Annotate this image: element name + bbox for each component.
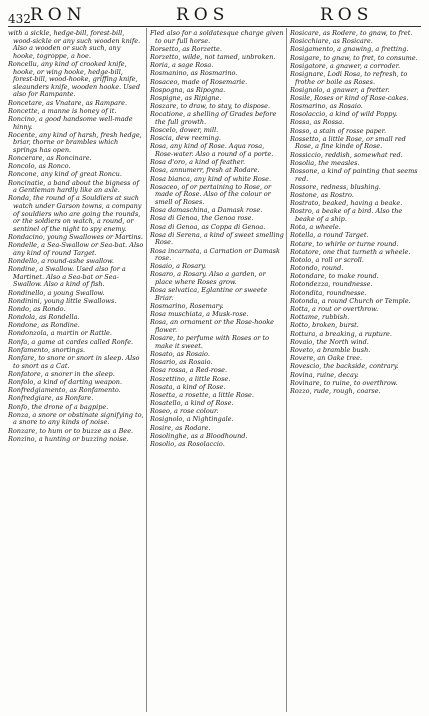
dictionary-entry: Rondone, as Rondine. [8, 321, 80, 330]
dictionary-entry: Rotondita, roundnesse. [290, 288, 367, 297]
dictionary-entry: Rotolo, a roll or scroll. [290, 255, 364, 264]
dictionary-entry: Rosa rossa, a Red-rose. [150, 366, 228, 375]
dictionary-entry: Roszettino, a little Rose. [150, 374, 231, 383]
dictionary-entry: Rosario, as Rosaio. [150, 358, 213, 367]
dictionary-entry: Rottame, rubbish. [290, 313, 350, 322]
dictionary-entry: Rondinello, a young Swallow. [8, 288, 105, 297]
dictionary-entry: Rosa di Genoa, as Coppa di Genoa. [150, 222, 266, 231]
dictionary-entry: Rosato, as Rosaio. [150, 349, 210, 358]
dictionary-entry: Rovaio, the North wind. [290, 337, 369, 346]
dictionary-entry: Roncone, any kind of great Roncu. [8, 170, 122, 179]
dictionary-entry: Rotto, broken, burst. [290, 321, 359, 330]
dictionary-entry: Rondola, as Rondella. [8, 313, 80, 322]
dictionary-entry: Roria, a sage Rosa. [150, 61, 214, 70]
dictionary-entry: Rosicchiare, as Rosicare. [290, 37, 373, 46]
running-header [8, 4, 421, 26]
dictionary-entry: Rosolaccio, a kind of wild Poppy. [290, 110, 398, 119]
dictionary-entry: Roncetare, as Vnatare, as Rampare. [8, 98, 128, 107]
header-rule [8, 26, 421, 27]
page-number: 432 [8, 12, 31, 26]
dictionary-entry: Roncolo, as Ronco. [8, 162, 71, 171]
dictionary-entry: Roncino, a good handsome well-made hinny. [8, 114, 133, 131]
dictionary-entry: Rosaro, a Rosary. Also a garden, or place where Roses grow. [150, 270, 266, 287]
dictionary-entry: Rocatione, a shelling of Grades before the full growth. [150, 110, 277, 126]
dictionary-entry: Rosire, as Rodare. [150, 423, 211, 432]
column-divider [286, 28, 287, 712]
dictionary-entry: Rosa muschiata, a Musk-rose. [150, 310, 249, 319]
dictionary-entry: Rossa, as Rossa. [290, 118, 345, 127]
dictionary-entry: with a sickle, hedge-bill, forest-bill, wood-sickle or any such wooden knife. Also a wooden or such such, any hooke, togroppe, a hoe. [8, 30, 141, 60]
dictionary-entry: Ronfa, a game at cardes called Ronfe. [8, 337, 134, 346]
dictionary-entry: Rospogna, as Ripogna. [150, 85, 226, 94]
dictionary-entry: Ronza, a snore or obstinate signifying to, a snore to any kinds of noise. [8, 410, 144, 427]
dictionary-entry: Rosa incarnata, a Carnation or Damask rose. [150, 246, 280, 263]
dictionary-entry: Rovina, ruine, decay. [290, 370, 359, 379]
dictionary-entry: Rosa di Genoa, the Genoa rose. [150, 214, 254, 223]
header-title-center: ROS [176, 5, 230, 25]
dictionary-entry: Roveto, a bramble bush. [290, 345, 371, 354]
dictionary-entry: Rosile, Roses or kind of Rose-cakes. [290, 93, 409, 102]
dictionary-entry: Ronzino, a hunting or buzzing noise. [8, 434, 129, 443]
dictionary-entry: Rosa, any kind of Rose. Aqua rosa, Rose-water. Also a round of a porte. [150, 142, 274, 159]
dictionary-entry: Rosignare, Lodi Rosa, to refresh, to frothe or boile as Roses. [290, 69, 408, 86]
dictionary-entry: Rocente, any kind of harsh, fresh hedge, briar, thorne or brambles which springs has open. [8, 130, 142, 154]
dictionary-entry: Rossone, a kind of painting that seems red. [290, 167, 418, 183]
dictionary-entry: Rosolinghe, as a Bloodhound. [150, 431, 248, 440]
column-middle [150, 30, 284, 712]
dictionary-entry: Rovinare, to ruine, to overthrow. [290, 378, 398, 387]
dictionary-entry: Rosa d'oro, a kind of feather. [150, 158, 246, 167]
dictionary-entry: Rostrato, beaked, having a beake. [290, 199, 403, 208]
dictionary-entry: Rondo, as Rondo. [8, 304, 66, 313]
dictionary-entry: Rota, a wheele. [290, 223, 341, 232]
dictionary-entry: Rotondare, to make round. [290, 272, 379, 281]
dictionary-entry: Roszare, to draw, to stay, to dispose. [150, 102, 271, 111]
dictionary-entry: Roncellu, any kind of crooked knife, hooke, or wing hooke, hedge-bill, forest-bill, wood-hooke, griffing knife, sleaunders knife, wooden hooke. Used also for Rampante. [8, 59, 141, 99]
dictionary-entry: Rostro, a beake of a bird. Also the beake of a ship. [290, 207, 403, 223]
dictionary-entry: Rosa, annumerr, fresh at Rodare. [150, 166, 260, 175]
dictionary-entry: Rossore, redness, blushing. [290, 182, 381, 191]
dictionary-entry: Roncinatie, a band about the bigness of a Gentleman hardly like an axle. [8, 178, 139, 195]
dictionary-entry: Rosso, a stain of rosse paper. [290, 126, 387, 135]
dictionary-entry: Rosmanino, as Rosmarino. [150, 69, 238, 78]
dictionary-entry: Rosigare, to gnaw, to fret, to consume. [290, 53, 418, 62]
dictionary-entry: Rosa bianca, any kind of white Rose. [150, 174, 272, 183]
dictionary-entry: Rozzo, rude, rough, coarse. [290, 386, 381, 395]
dictionary-entry: Roncette, a manne is honey of it. [8, 106, 117, 115]
dictionary-entry: Rosicare, as Rodere, to gnaw, to fret. [290, 30, 413, 37]
dictionary-entry: Fled also for a soldatesque charge given to our full horse. [150, 30, 284, 45]
dictionary-entry: Roscelo, dower, mill. [150, 126, 219, 135]
dictionary-entry: Rossetto, a little Rose, or small red Rose, a fine kinde of Rose. [290, 134, 406, 151]
dictionary-entry: Rosa, an ornament or the Rose-hooke flower. [150, 318, 275, 334]
dictionary-entry: Rosaio, a Rosary. [150, 262, 207, 271]
dictionary-entry: Ronfo, the drone of a bagpipe. [8, 402, 109, 411]
dictionary-entry: Rondine, a Swallow. Used also for a Martinet. Also a Sea-bat or Sea-Swallow. Also a kind of fish. [8, 265, 126, 289]
dictionary-entry: Rosare, to perfume with Roses or to make it sweet. [150, 334, 269, 350]
dictionary-entry: Rondonzola, a martin or Rattle. [8, 329, 112, 338]
dictionary-entry: Rotonda, a round Church or Temple. [290, 296, 411, 305]
dictionary-entry: Rotatore, one that turneth a wheele. [290, 247, 411, 256]
dictionary-entry: Ronfolo, a kind of darting weapon. [8, 377, 123, 386]
dictionary-entry: Ronfredgiare, as Ronfare. [8, 394, 94, 403]
dictionary-entry: Rosignolo, a Nightingale. [150, 415, 234, 424]
dictionary-entry: Ronfatore, a snorer in the sleep. [8, 369, 115, 378]
dictionary-entry: Rosaceo, of or pertaining to Rose, or made of Rose. Also of the colour or smell of Roses. [150, 182, 272, 206]
dictionary-entry: Rovere, an Oake tree. [290, 354, 363, 363]
dictionary-entry: Rosatello, a kind of Rose. [150, 399, 234, 408]
dictionary-entry: Rosa selvatica, Eglantine or sweete Briar. [150, 286, 268, 302]
dictionary-entry: Rottura, a breaking, a rupture. [290, 329, 392, 338]
dictionary-entry: Ronfredgiamento, as Ronfamento. [8, 386, 121, 395]
dictionary-entry: Rondinini, young little Swallows. [8, 296, 117, 305]
dictionary-entry: Roseo, a rose colour. [150, 407, 219, 416]
dictionary-entry: Ronfamento, snortings. [8, 345, 86, 354]
dictionary-entry: Rosata, a kind of Rose. [150, 382, 226, 391]
dictionary-entry: Rotondezza, roundnesse. [290, 280, 373, 289]
dictionary-entry: Rosmarino, Rosemary. [150, 302, 224, 311]
dictionary-entry: Rossiccio, reddish, somewhat red. [290, 150, 403, 159]
header-title-left: RON [30, 5, 87, 25]
dictionary-entry: Rondacino, young Swallowes or Martins. [8, 232, 143, 241]
dictionary-entry: Rovescio, the backside, contrary. [290, 362, 399, 371]
dictionary-entry: Rosmarino, as Rosaio. [290, 102, 363, 111]
dictionary-entry: Rotondo, round. [290, 264, 344, 273]
header-title-right: ROS [320, 5, 374, 25]
dictionary-entry: Rondelle, a Sea-Swallow or Sea-bat. Also any kind of round Target. [8, 241, 144, 257]
dictionary-entry: Rotella, a round Target. [290, 231, 369, 240]
dictionary-entry: Rosolio, as Rosolaccio. [150, 440, 225, 449]
dictionary-entry: Roncerare, as Roncinare. [8, 154, 92, 163]
column-right [290, 30, 422, 712]
column-divider [146, 28, 147, 712]
dictionary-entry: Rosetta, a rosette, a little Rose. [150, 390, 254, 399]
dictionary-entry: Rotare, to whirle or turne round. [290, 239, 399, 248]
dictionary-entry: Rondello, a round-ashe swallow. [8, 256, 114, 265]
dictionary-entry: Rostone, as Rostro. [290, 190, 354, 199]
dictionary-entry: Rosaceo, made of Rosemarie. [150, 77, 248, 86]
dictionary-entry: Ronzare, to hum or to buzze as a Bee. [8, 426, 134, 435]
dictionary-entry: Ronfare, to snore or snort in sleep. Also to snort as a Cat. [8, 354, 140, 370]
dictionary-entry: Rotta, a rout or overthrow. [290, 305, 379, 313]
dictionary-entry: Rospigne, as Ripigne. [150, 93, 222, 102]
dictionary-entry: Rorsetto, as Rorzette. [150, 44, 222, 53]
dictionary-entry: Rosigatore, a gnawer, a corroder. [290, 61, 401, 70]
column-left [8, 30, 144, 712]
dictionary-entry: Roscia, dew reeming. [150, 134, 221, 143]
dictionary-entry: Rosolia, the measles. [290, 158, 360, 167]
dictionary-entry: Rosa damaschina, a Damask rose. [150, 206, 263, 215]
dictionary-entry: Rorzetto, wilde, not tamed, unbroken. [150, 52, 276, 61]
dictionary-entry: Rosa di Serena, a kind of sweet smelling Rose. [150, 230, 284, 247]
dictionary-entry: Ronda, the round of a Souldiers at such watch under Garson towns, a company of souldiers who are going the rounds, or the soldiers on watch, a round, or sentinel of the night to spy enemy. [8, 194, 142, 233]
dictionary-entry: Rosigamento, a gnawing, a fretting. [290, 45, 409, 54]
dictionary-entry: Rosignolo, a gnawer, a fretter. [290, 85, 390, 94]
